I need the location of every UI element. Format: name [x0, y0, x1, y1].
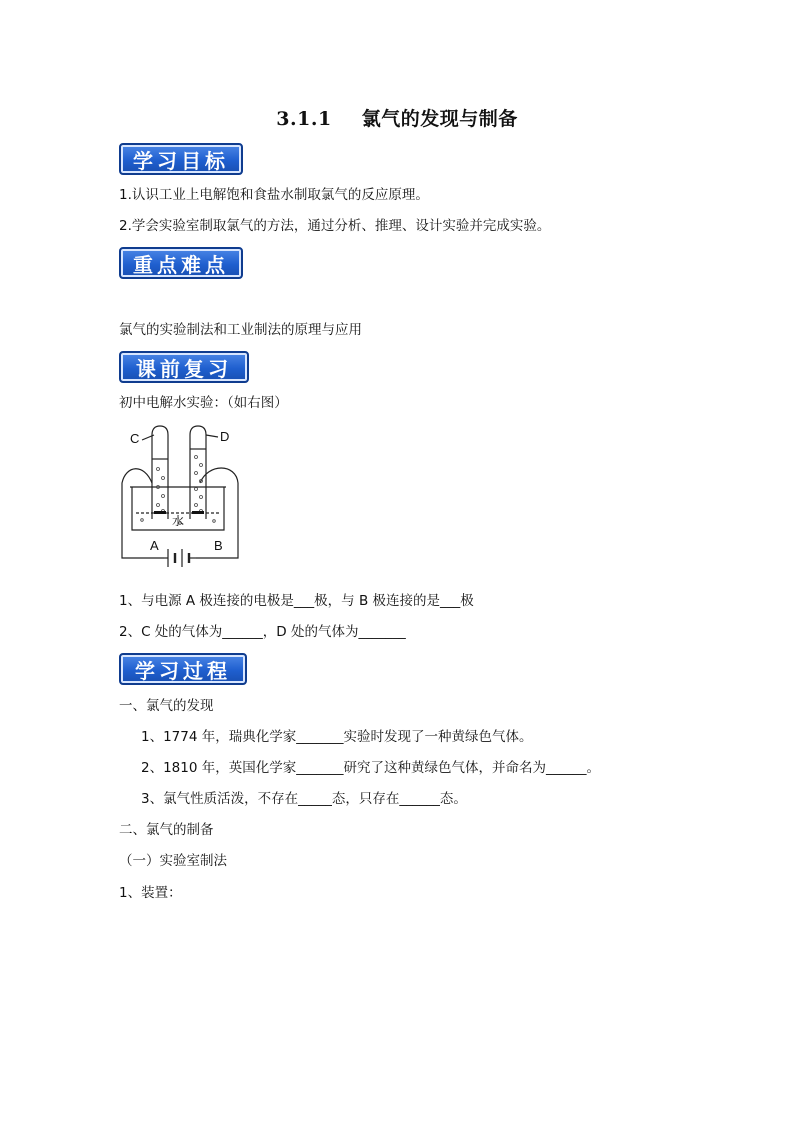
discovery-item-1: 1、1774 年，瑞典化学家_______实验时发现了一种黄绿色气体。	[141, 729, 533, 745]
review-question-1: 1、与电源 A 极连接的电极是___极，与 B 极连接的是___极	[119, 593, 474, 609]
banner-review: 课前复习	[119, 351, 249, 383]
page-title	[0, 104, 794, 131]
subsection-lab-method: （一）实验室制法	[119, 853, 227, 869]
label-c: C	[130, 431, 140, 446]
label-a: A	[150, 538, 159, 553]
section-discovery: 一、氯气的发现	[119, 698, 214, 714]
apparatus-label: 1、装置：	[119, 885, 182, 901]
label-b: B	[214, 538, 223, 553]
section-preparation: 二、氯气的制备	[119, 822, 214, 838]
banner-objectives: 学习目标	[119, 143, 243, 175]
banner-key-points: 重点难点	[119, 247, 243, 279]
objective-1: 1.认识工业上电解饱和食盐水制取氯气的反应原理。	[119, 187, 429, 203]
objective-2: 2.学会实验室制取氯气的方法，通过分析、推理、设计实验并完成实验。	[119, 218, 551, 234]
title-text: 氯气的发现与制备	[361, 108, 518, 130]
key-points-text: 氯气的实验制法和工业制法的原理与应用	[119, 322, 362, 338]
electrolysis-diagram	[114, 423, 254, 578]
section-number: 3.1.1	[276, 108, 332, 130]
review-question-2: 2、C 处的气体为______，D 处的气体为_______	[119, 624, 406, 640]
discovery-item-3: 3、氯气性质活泼，不存在_____态，只存在______态。	[141, 791, 467, 807]
discovery-item-2: 2、1810 年，英国化学家_______研究了这种黄绿色气体，并命名为______。	[141, 760, 600, 776]
label-d: D	[220, 429, 230, 444]
banner-process: 学习过程	[119, 653, 247, 685]
review-intro: 初中电解水实验：（如右图）	[119, 395, 288, 411]
label-water: 水	[172, 514, 185, 528]
